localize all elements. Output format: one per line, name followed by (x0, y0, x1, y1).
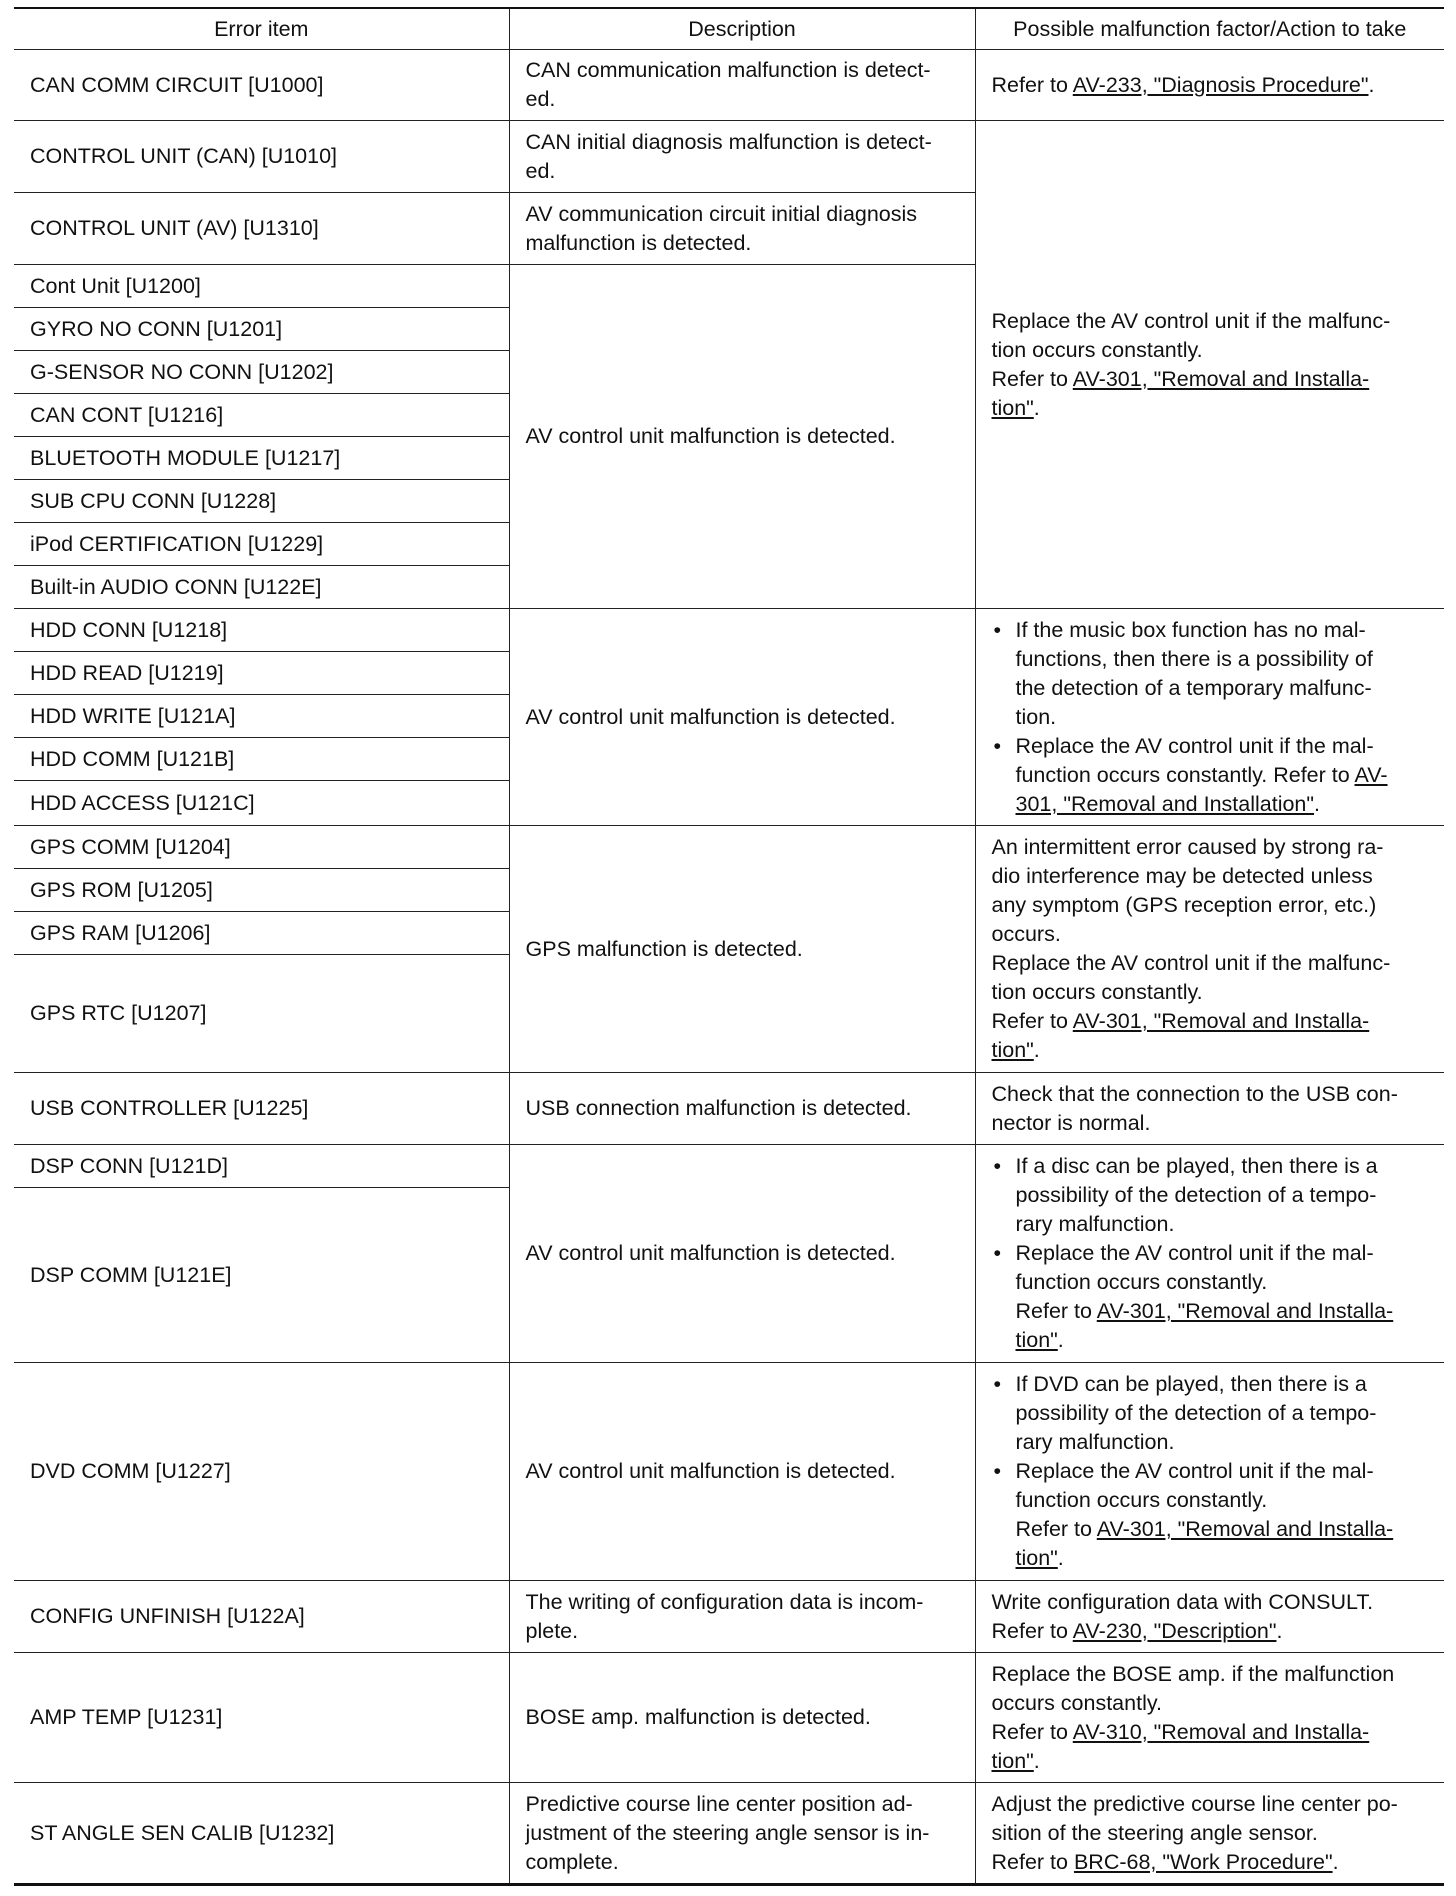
error-item: ST ANGLE SEN CALIB [U1232] (14, 1783, 509, 1885)
error-item: AMP TEMP [U1231] (14, 1653, 509, 1783)
bullet-item: • Replace the AV control unit if the mal- function occurs constantly. Refer to AV-301, "Removal and Installa- tion". (992, 1239, 1429, 1355)
action (975, 1363, 1444, 1581)
header-description: Description (509, 8, 975, 50)
reference-link-cont[interactable]: tion" (991, 395, 1034, 420)
table-row (14, 50, 1444, 121)
reference-link-cont[interactable]: tion" (1015, 1546, 1058, 1570)
action: Check that the connection to the USB con- nector is normal. (975, 1073, 1444, 1145)
description: Predictive course line center position ad- justment of the steering angle sensor is in- complete. (509, 1783, 975, 1885)
error-item: HDD COMM [U121B] (14, 738, 509, 781)
description: BOSE amp. malfunction is detected. (509, 1653, 975, 1783)
description: AV communication circuit initial diagnosis malfunction is detected. (509, 193, 975, 265)
error-item: HDD ACCESS [U121C] (14, 781, 509, 826)
action: An intermittent error caused by strong ra- dio interference may be detected unless any symptom (GPS reception error, etc.) occurs. Replace the AV control unit if the malfunc- tion occurs constantly. Refer to AV-301, "Removal and Installa- tion". (975, 826, 1444, 1073)
bullet-item: • If DVD can be played, then there is a possibility of the detection of a tempo- rary malfunction. (992, 1370, 1429, 1457)
table-header-row (14, 8, 1444, 50)
error-item: CAN CONT [U1216] (14, 394, 509, 437)
error-item: BLUETOOTH MODULE [U1217] (14, 437, 509, 480)
description: CAN communication malfunction is detect- ed. (509, 50, 975, 121)
description: AV control unit malfunction is detected. (509, 1145, 975, 1363)
error-code-table (14, 7, 1444, 1886)
error-item: Cont Unit [U1200] (14, 265, 509, 308)
error-item: GPS ROM [U1205] (14, 869, 509, 912)
action: Write configuration data with CONSULT. Refer to AV-230, "Description". (975, 1581, 1444, 1653)
reference-link[interactable]: AV-301, "Removal and Installa- (1096, 1517, 1394, 1541)
table-row (14, 1783, 1444, 1885)
description: AV control unit malfunction is detected. (509, 265, 975, 609)
bullet-item: • Replace the AV control unit if the mal- function occurs constantly. Refer to AV-301, "Removal and Installa- tion". (992, 1457, 1429, 1573)
header-error-item: Error item (14, 8, 509, 50)
error-item: GPS RTC [U1207] (14, 955, 509, 1073)
reference-link[interactable]: AV- (1354, 762, 1388, 787)
error-item: GYRO NO CONN [U1201] (14, 308, 509, 351)
action (975, 609, 1444, 826)
reference-link-cont[interactable]: tion" (1015, 1328, 1058, 1352)
table-row (14, 1581, 1444, 1653)
action: Replace the AV control unit if the malfunc- tion occurs constantly. Refer to AV-301, "Removal and Installa- tion". (975, 121, 1444, 609)
reference-link[interactable]: AV-230, "Description" (1072, 1618, 1277, 1643)
error-item: CONTROL UNIT (AV) [U1310] (14, 193, 509, 265)
description: AV control unit malfunction is detected. (509, 609, 975, 826)
error-item: DSP CONN [U121D] (14, 1145, 509, 1188)
description: The writing of configuration data is incom- plete. (509, 1581, 975, 1653)
table-row (14, 609, 1444, 652)
reference-link[interactable]: AV-301, "Removal and Installa- (1072, 1009, 1370, 1033)
error-item: HDD READ [U1219] (14, 652, 509, 695)
bullet-item: • If the music box function has no mal- functions, then there is a possibility of the detection of a temporary malfunc- tion. (992, 616, 1429, 732)
error-item: USB CONTROLLER [U1225] (14, 1073, 509, 1145)
bullet-item: • Replace the AV control unit if the mal- function occurs constantly. Refer to AV- 301, "Removal and Installation". (992, 732, 1429, 819)
error-item: CAN COMM CIRCUIT [U1000] (14, 50, 509, 121)
reference-link-cont[interactable]: tion" (991, 1748, 1034, 1773)
action (975, 1145, 1444, 1363)
header-action: Possible malfunction factor/Action to take (975, 8, 1444, 50)
error-item: CONTROL UNIT (CAN) [U1010] (14, 121, 509, 193)
error-item: HDD WRITE [U121A] (14, 695, 509, 738)
reference-link-cont[interactable]: tion" (991, 1038, 1034, 1062)
reference-link[interactable]: AV-310, "Removal and Installa- (1072, 1719, 1370, 1744)
description: GPS malfunction is detected. (509, 826, 975, 1073)
table-row (14, 1073, 1444, 1145)
description: CAN initial diagnosis malfunction is detect- ed. (509, 121, 975, 193)
error-item: Built-in AUDIO CONN [U122E] (14, 566, 509, 609)
action: Refer to AV-233, "Diagnosis Procedure". (975, 50, 1444, 121)
error-item: CONFIG UNFINISH [U122A] (14, 1581, 509, 1653)
bullet-item: • If a disc can be played, then there is a possibility of the detection of a tempo- rary malfunction. (992, 1152, 1429, 1239)
table-row (14, 826, 1444, 869)
error-item: iPod CERTIFICATION [U1229] (14, 523, 509, 566)
table-row (14, 1653, 1444, 1783)
error-item: DVD COMM [U1227] (14, 1363, 509, 1581)
description: USB connection malfunction is detected. (509, 1073, 975, 1145)
table-row (14, 1363, 1444, 1581)
error-item: GPS COMM [U1204] (14, 826, 509, 869)
description: AV control unit malfunction is detected. (509, 1363, 975, 1581)
error-item: DSP COMM [U121E] (14, 1188, 509, 1363)
reference-link[interactable]: AV-233, "Diagnosis Procedure" (1072, 72, 1369, 97)
reference-link[interactable]: AV-301, "Removal and Installa- (1072, 366, 1370, 391)
error-item: GPS RAM [U1206] (14, 912, 509, 955)
action: Replace the BOSE amp. if the malfunction occurs constantly. Refer to AV-310, "Removal and Installa- tion". (975, 1653, 1444, 1783)
table-row (14, 1145, 1444, 1188)
error-item: HDD CONN [U1218] (14, 609, 509, 652)
reference-link[interactable]: BRC-68, "Work Procedure" (1073, 1849, 1333, 1874)
action: Adjust the predictive course line center po- sition of the steering angle sensor. Refer to BRC-68, "Work Procedure". (975, 1783, 1444, 1885)
error-item: G-SENSOR NO CONN [U1202] (14, 351, 509, 394)
reference-link-cont[interactable]: 301, "Removal and Installation" (1015, 791, 1315, 816)
table-row (14, 121, 1444, 193)
reference-link[interactable]: AV-301, "Removal and Installa- (1096, 1299, 1394, 1323)
error-item: SUB CPU CONN [U1228] (14, 480, 509, 523)
